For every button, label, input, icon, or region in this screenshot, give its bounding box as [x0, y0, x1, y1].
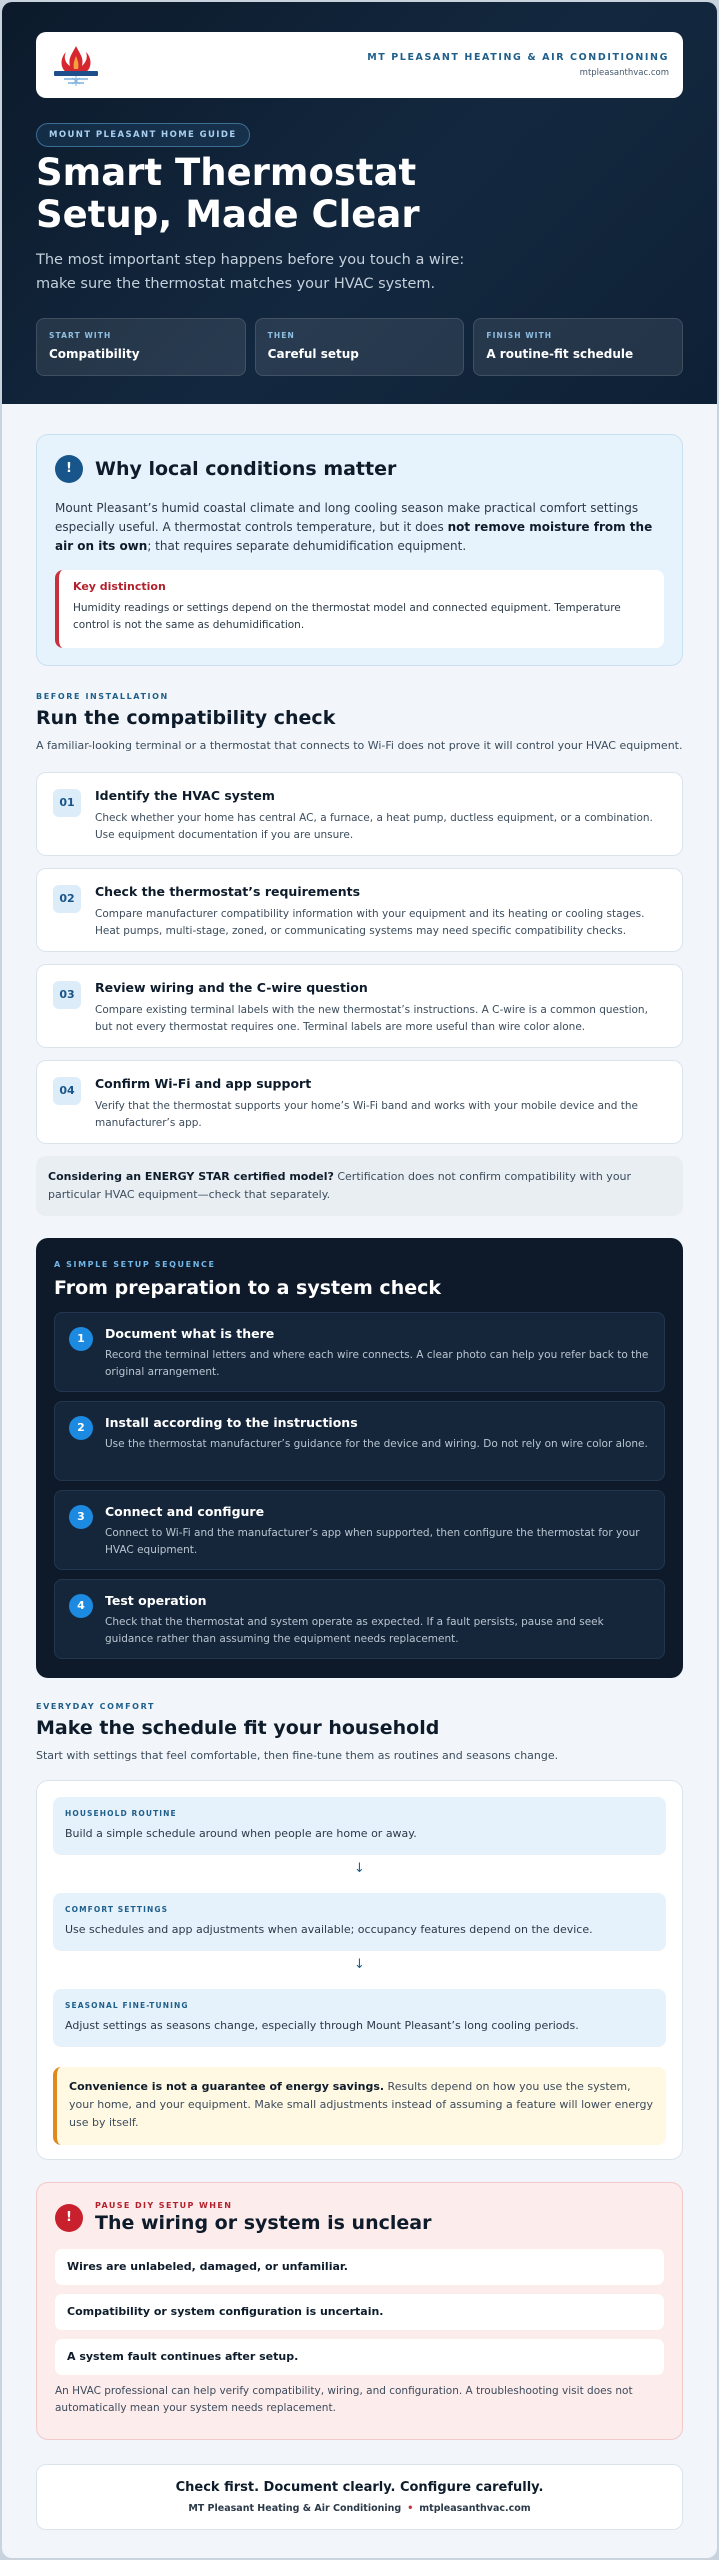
- step-title: Review wiring and the C-wire question: [95, 980, 368, 995]
- arrow-down-icon: ↓: [354, 1957, 365, 1972]
- setup-step: [54, 1312, 665, 1392]
- footer-company: MT Pleasant Heating & Air Conditioning: [188, 2503, 402, 2514]
- compat-step: [36, 772, 683, 856]
- compat-kicker: BEFORE INSTALLATION: [36, 692, 169, 701]
- schedule-row-kicker: COMFORT SETTINGS: [65, 1905, 169, 1914]
- schedule-row-kicker: HOUSEHOLD ROUTINE: [65, 1809, 177, 1818]
- setup-step: [54, 1490, 665, 1570]
- brand-name: MT PLEASANT HEATING & AIR CONDITIONING: [367, 52, 669, 63]
- hero-step-kicker: FINISH WITH: [486, 331, 553, 340]
- warning-icon: !: [55, 2204, 83, 2232]
- brand-bar: [36, 32, 683, 98]
- step-body: Compare manufacturer compatibility information with your equipment and its heating or cooling stages. Heat pumps, multi-stage, zoned, or communicating systems may need specific compatibility checks.: [95, 908, 645, 937]
- company-logo-icon: [48, 42, 104, 88]
- compat-lead: A familiar-looking terminal or a thermostat that connects to Wi-Fi does not prove it will control your HVAC equipment.: [36, 739, 683, 752]
- hero-step: [36, 318, 246, 376]
- step-number: 1: [69, 1327, 93, 1351]
- schedule-row: [53, 1893, 666, 1951]
- key-distinction-body: Humidity readings or settings depend on the thermostat model and connected equipment. Temperature control is not the same as dehumidification.: [73, 602, 621, 631]
- hero: [2, 2, 717, 404]
- energy-star-bold: Considering an ENERGY STAR certified model?: [48, 1170, 334, 1183]
- schedule-row-kicker: SEASONAL FINE-TUNING: [65, 2001, 189, 2010]
- step-body: Compare existing terminal labels with the new thermostat’s instructions. A C-wire is a common question, but not every thermostat requires one. Terminal labels are more useful than wire color alone.: [95, 1004, 648, 1033]
- setup-sequence-card: [36, 1238, 683, 1678]
- step-number: 3: [69, 1505, 93, 1529]
- setup-title: From preparation to a system check: [54, 1277, 442, 1299]
- title-line-1: Smart Thermostat: [36, 151, 417, 194]
- schedule-row-value: Build a simple schedule around when people are home or away.: [65, 1827, 417, 1840]
- pause-title: The wiring or system is unclear: [95, 2212, 432, 2234]
- step-number: 4: [69, 1594, 93, 1618]
- page: [2, 2, 717, 2558]
- hero-kicker: MOUNT PLEASANT HOME GUIDE: [36, 123, 250, 147]
- step-number: 2: [69, 1416, 93, 1440]
- compat-step: [36, 964, 683, 1048]
- step-body: Check that the thermostat and system operate as expected. If a fault persists, pause and seek guidance rather than assuming the equipment needs replacement.: [105, 1616, 604, 1645]
- step-body: Connect to Wi-Fi and the manufacturer’s app when supported, then configure the thermostat for your HVAC equipment.: [105, 1527, 640, 1556]
- hero-steps: [36, 318, 683, 376]
- hero-step: [255, 318, 465, 376]
- compat-title: Run the compatibility check: [36, 707, 336, 729]
- step-title: Install according to the instructions: [105, 1415, 358, 1430]
- step-body: Use the thermostat manufacturer’s guidance for the device and wiring. Do not rely on wire color alone.: [105, 1438, 648, 1450]
- step-title: Test operation: [105, 1593, 207, 1608]
- hero-step-value: Compatibility: [49, 347, 140, 361]
- compat-header: [36, 692, 683, 754]
- pause-item: A system fault continues after setup.: [55, 2339, 664, 2375]
- pause-kicker: PAUSE DIY SETUP WHEN: [95, 2201, 233, 2210]
- energy-savings-text: Results depend on how you use the system, your home, and your equipment. Make small adjustments instead of assuming a feature will lower energy use by itself.: [69, 2080, 653, 2129]
- pause-footer: An HVAC professional can help verify compatibility, wiring, and configuration. A troubleshooting visit does not automatically mean your system needs replacement.: [55, 2385, 633, 2414]
- why-card: [36, 434, 683, 666]
- why-body: [55, 499, 664, 556]
- step-number: 01: [53, 789, 81, 817]
- step-number: 03: [53, 981, 81, 1009]
- schedule-row: [53, 1989, 666, 2047]
- key-distinction-title: Key distinction: [73, 580, 166, 593]
- schedule-title: Make the schedule fit your household: [36, 1717, 440, 1739]
- title-line-2: Setup, Made Clear: [36, 193, 420, 236]
- step-body: Record the terminal letters and where each wire connects. A clear photo can help you refer back to the original arrangement.: [105, 1349, 649, 1378]
- compat-step: [36, 1060, 683, 1144]
- setup-step: [54, 1401, 665, 1481]
- step-number: 04: [53, 1077, 81, 1105]
- footer-url[interactable]: mtpleasanthvac.com: [419, 2503, 531, 2514]
- why-body-bold: not remove moisture from the air on its own: [55, 520, 653, 553]
- setup-step: [54, 1579, 665, 1659]
- why-title: Why local conditions matter: [95, 458, 397, 480]
- schedule-card: [36, 1780, 683, 2160]
- schedule-header: [36, 1702, 683, 1764]
- energy-star-text: Certification does not confirm compatibility with your particular HVAC equipment—check that separately.: [48, 1170, 632, 1201]
- schedule-kicker: EVERYDAY COMFORT: [36, 1702, 156, 1711]
- brand-url[interactable]: mtpleasanthvac.com: [579, 68, 669, 78]
- pause-item: Wires are unlabeled, damaged, or unfamiliar.: [55, 2249, 664, 2285]
- energy-savings-bold: Convenience is not a guarantee of energy savings.: [69, 2080, 385, 2093]
- energy-star-note: [36, 1156, 683, 1216]
- footer-title: Check first. Document clearly. Configure carefully.: [175, 2480, 544, 2495]
- step-title: Document what is there: [105, 1326, 275, 1341]
- step-title: Connect and configure: [105, 1504, 265, 1519]
- compat-step: [36, 868, 683, 952]
- step-title: Check the thermostat’s requirements: [95, 884, 361, 899]
- arrow-down-icon: ↓: [354, 1861, 365, 1876]
- pause-diy-card: [36, 2182, 683, 2440]
- schedule-lead: Start with settings that feel comfortable, then fine-tune them as routines and seasons change.: [36, 1749, 559, 1762]
- schedule-row-value: Use schedules and app adjustments when available; occupancy features depend on the device.: [65, 1923, 593, 1936]
- footer: [36, 2464, 683, 2530]
- schedule-row-value: Adjust settings as seasons change, especially through Mount Pleasant’s long cooling periods.: [65, 2019, 579, 2032]
- hero-step-kicker: THEN: [267, 331, 295, 340]
- page-title: [36, 152, 420, 236]
- hero-step: [473, 318, 683, 376]
- hero-step-value: A routine-fit schedule: [486, 347, 634, 361]
- energy-savings-note: [53, 2067, 666, 2145]
- hero-step-value: Careful setup: [267, 347, 359, 361]
- step-body: Verify that the thermostat supports your home’s Wi-Fi band and works with your mobile device and the manufacturer’s app.: [95, 1100, 638, 1129]
- why-body-text-end: ; that requires separate dehumidification equipment.: [147, 539, 467, 553]
- step-title: Identify the HVAC system: [95, 788, 275, 803]
- step-body: Check whether your home has central AC, a furnace, a heat pump, ductless equipment, or a combination. Use equipment documentation if you are unsure.: [95, 812, 653, 841]
- step-number: 02: [53, 885, 81, 913]
- schedule-row: [53, 1797, 666, 1855]
- key-distinction-callout: [55, 570, 664, 648]
- footer-contact: [37, 2503, 682, 2514]
- hero-step-kicker: START WITH: [49, 331, 112, 340]
- separator-dot-icon: •: [407, 2503, 414, 2514]
- why-body-text: Mount Pleasant’s humid coastal climate and long cooling season make practical comfort settings especially useful. A thermostat controls temperature, but it does: [55, 501, 639, 534]
- hero-subtitle: The most important step happens before you touch a wire: make sure the thermostat matches your HVAC system.: [36, 252, 465, 292]
- setup-kicker: A SIMPLE SETUP SEQUENCE: [54, 1260, 216, 1269]
- info-icon: !: [55, 455, 83, 483]
- pause-item: Compatibility or system configuration is uncertain.: [55, 2294, 664, 2330]
- step-title: Confirm Wi-Fi and app support: [95, 1076, 312, 1091]
